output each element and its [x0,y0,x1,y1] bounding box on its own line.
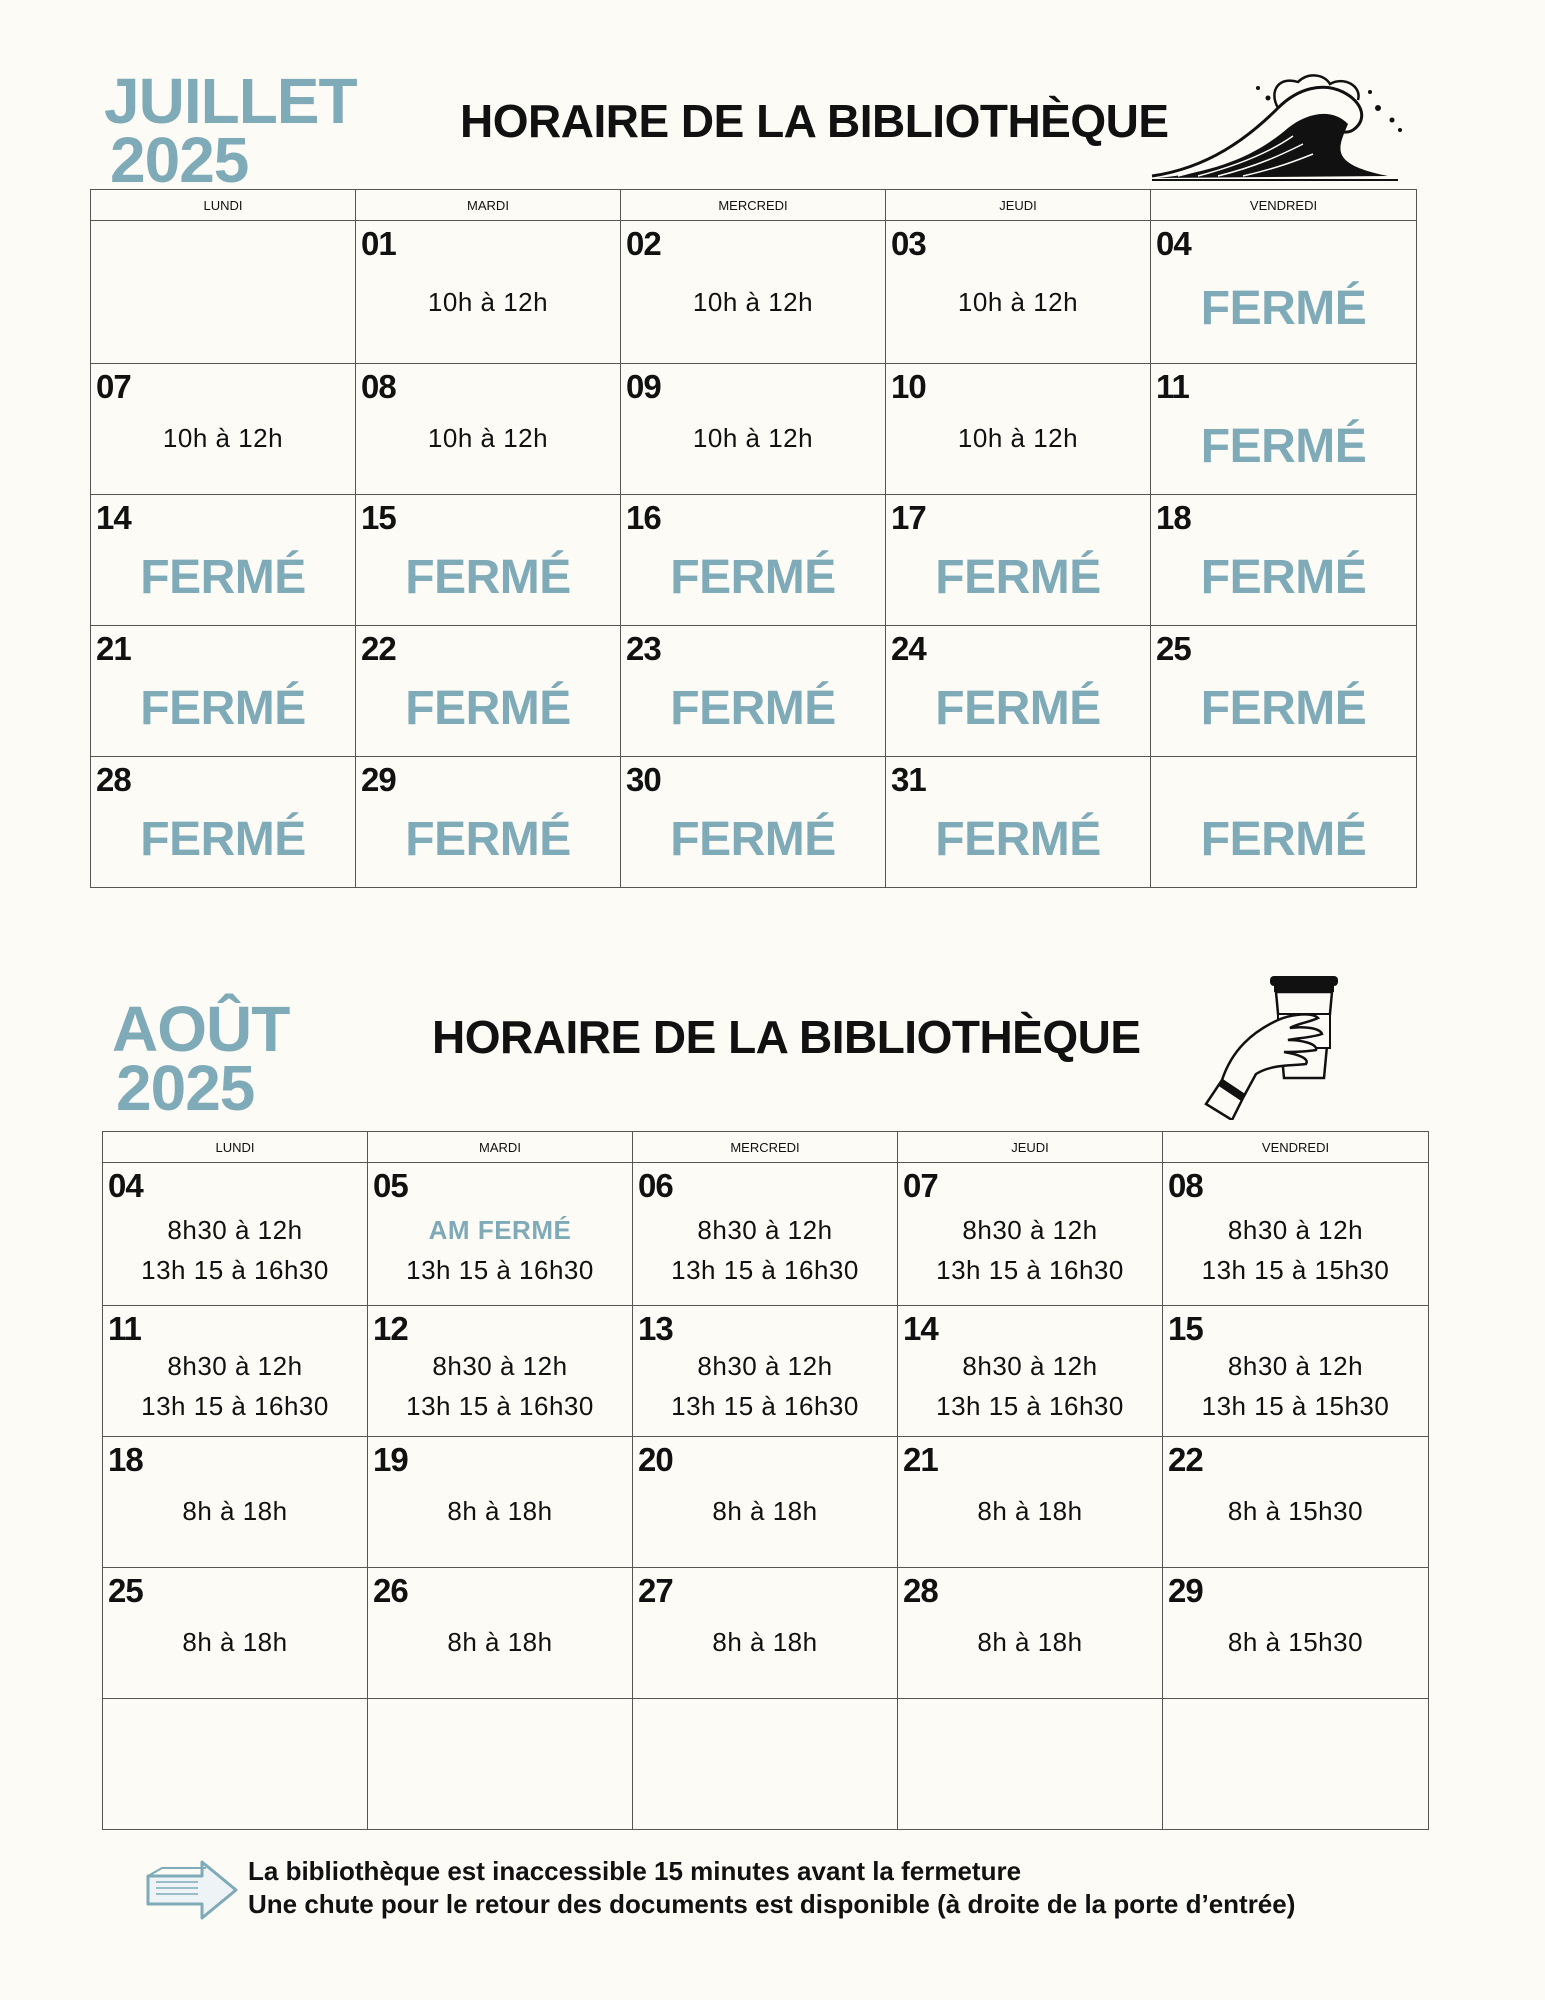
calendar-week-row [103,1437,1429,1568]
closed-label: FERMÉ [1200,682,1367,735]
day-number: 21 [903,1441,938,1478]
day-number: 04 [108,1167,143,1204]
closed-label: FERMÉ [405,813,571,866]
august-year: 2025 [116,1051,255,1124]
calendar-day-cell [898,1306,1163,1437]
day-number: 05 [373,1167,408,1204]
calendar-day-cell [1151,757,1417,888]
opening-hours: 13h 15 à 15h30 [1201,1255,1390,1285]
day-number: 25 [1156,630,1191,667]
calendar-day-cell [103,1568,368,1699]
july-calendar [90,189,1417,888]
arrow-icon [142,1858,242,1924]
calendar-day-cell [1163,1306,1429,1437]
calendar-day-cell [91,495,356,626]
opening-hours: 13h 15 à 15h30 [1201,1391,1390,1421]
calendar-week-row [91,364,1417,495]
closed-label: FERMÉ [405,551,571,604]
closed-label: FERMÉ [670,551,836,604]
opening-hours: 8h30 à 12h [697,1351,833,1381]
calendar-day-cell [1151,221,1417,364]
day-number: 08 [361,368,396,405]
day-number: 24 [891,630,926,667]
day-number: 11 [1156,368,1189,405]
calendar-day-cell [898,1699,1163,1830]
closed-label: FERMÉ [670,813,836,866]
calendar-day-cell [91,757,356,888]
calendar-week-row [91,495,1417,626]
calendar-day-cell [621,495,886,626]
wave-icon [1148,68,1418,188]
opening-hours: 8h à 18h [182,1627,288,1657]
calendar-day-cell [1163,1568,1429,1699]
closed-label: FERMÉ [140,813,306,866]
calendar-day-cell [356,221,621,364]
day-number: 01 [361,225,396,262]
calendar-day-cell [633,1437,898,1568]
day-number: 20 [638,1441,673,1478]
opening-hours: 8h30 à 12h [167,1215,303,1245]
august-month-name: AOÛT [112,993,290,1065]
closed-label: FERMÉ [1200,420,1367,473]
opening-hours: 13h 15 à 16h30 [141,1255,329,1285]
calendar-week-row [103,1699,1429,1830]
closed-label: FERMÉ [935,551,1101,604]
day-number: 28 [96,761,131,798]
day-number: 14 [96,499,131,536]
closed-label: FERMÉ [935,813,1101,866]
opening-hours: 8h30 à 12h [697,1215,833,1245]
calendar-day-cell [103,1699,368,1830]
weekday-header-cell: MERCREDI [621,190,886,221]
day-number: 09 [626,368,661,405]
day-number: 07 [96,368,131,405]
opening-hours: 8h à 15h30 [1227,1496,1364,1526]
calendar-day-cell [356,364,621,495]
day-number: 08 [1168,1167,1203,1204]
opening-hours: 8h à 18h [712,1627,818,1657]
august-calendar [102,1131,1429,1830]
calendar-day-cell [898,1163,1163,1306]
day-number: 26 [373,1572,408,1609]
day-number: 15 [361,499,396,536]
day-number: 30 [626,761,661,798]
calendar-day-cell [621,364,886,495]
calendar-day-cell [898,1437,1163,1568]
calendar-day-cell [91,364,356,495]
calendar-day-cell [1163,1437,1429,1568]
calendar-day-cell [886,364,1151,495]
july-heading: HORAIRE DE LA BIBLIOTHÈQUE [460,95,1169,147]
day-number: 16 [626,499,661,536]
calendar-week-row [103,1306,1429,1437]
opening-hours: 10h à 12h [957,287,1079,317]
opening-hours: 8h30 à 12h [962,1351,1098,1381]
calendar-day-cell [633,1163,898,1306]
day-number: 12 [373,1310,408,1347]
weekday-header-cell: VENDREDI [1163,1132,1429,1163]
august-weekday-header [103,1132,1429,1163]
weekday-header-cell: JEUDI [898,1132,1163,1163]
closed-label: FERMÉ [140,551,306,604]
opening-hours: 8h30 à 12h [1227,1215,1364,1245]
calendar-day-cell [886,221,1151,364]
day-number: 03 [891,225,926,262]
calendar-day-cell [356,495,621,626]
calendar-day-cell [1151,495,1417,626]
weekday-header-cell: MARDI [368,1132,633,1163]
calendar-day-cell [886,757,1151,888]
weekday-header-cell: LUNDI [103,1132,368,1163]
closed-label: FERMÉ [670,682,836,735]
day-number: 31 [891,761,926,798]
august-month-label [112,993,290,1124]
weekday-header-cell: MERCREDI [633,1132,898,1163]
opening-hours: 8h30 à 12h [962,1215,1098,1245]
calendar-day-cell [1151,626,1417,757]
calendar-day-cell [368,1163,633,1306]
calendar-week-row [91,626,1417,757]
day-number: 02 [626,225,661,262]
calendar-week-row [91,757,1417,888]
footnote-line-2: Une chute pour le retour des documents est disponible (à droite de la porte d’entrée) [248,1889,1296,1919]
calendar-day-cell [1163,1163,1429,1306]
opening-hours: 10h à 12h [692,423,814,453]
opening-hours: 10h à 12h [692,287,814,317]
day-number: 22 [1168,1441,1203,1478]
calendar-day-cell [103,1437,368,1568]
calendar-week-row [103,1568,1429,1699]
day-number: 18 [108,1441,143,1478]
am-closed-label: AM FERMÉ [428,1215,572,1245]
calendar-day-cell [356,757,621,888]
calendar-day-cell [368,1568,633,1699]
july-month-label [104,65,357,196]
opening-hours: 8h à 18h [182,1496,288,1526]
opening-hours: 8h à 18h [712,1496,818,1526]
calendar-day-cell [621,221,886,364]
day-number: 11 [108,1310,141,1347]
opening-hours: 13h 15 à 16h30 [936,1391,1124,1421]
closed-label: FERMÉ [405,682,571,735]
calendar-day-cell [91,626,356,757]
calendar-day-cell [633,1306,898,1437]
calendar-day-cell [886,495,1151,626]
closed-label: FERMÉ [1200,282,1367,335]
july-year: 2025 [110,123,249,196]
opening-hours: 8h à 18h [977,1496,1083,1526]
closed-label: FERMÉ [935,682,1101,735]
calendar-day-cell [91,221,356,364]
opening-hours: 8h à 18h [447,1627,553,1657]
calendar-day-cell [103,1163,368,1306]
opening-hours: 10h à 12h [957,423,1079,453]
calendar-day-cell [1151,364,1417,495]
calendar-day-cell [633,1568,898,1699]
calendar-day-cell [898,1568,1163,1699]
calendar-day-cell [368,1306,633,1437]
calendar-day-cell [103,1306,368,1437]
opening-hours: 10h à 12h [427,423,549,453]
footnote [248,1855,1295,1921]
weekday-header-cell: MARDI [356,190,621,221]
calendar-week-row [103,1163,1429,1306]
calendar-day-cell [368,1699,633,1830]
day-number: 29 [1168,1572,1203,1609]
day-number: 13 [638,1310,673,1347]
day-number: 19 [373,1441,408,1478]
opening-hours: 8h30 à 12h [1227,1351,1364,1381]
closed-label: FERMÉ [1200,551,1367,604]
day-number: 14 [903,1310,938,1347]
opening-hours: 8h à 15h30 [1227,1627,1364,1657]
day-number: 25 [108,1572,143,1609]
opening-hours: 8h30 à 12h [167,1351,303,1381]
august-heading: HORAIRE DE LA BIBLIOTHÈQUE [432,1011,1141,1063]
day-number: 28 [903,1572,938,1609]
day-number: 15 [1168,1310,1203,1347]
calendar-week-row [91,221,1417,364]
calendar-day-cell [621,626,886,757]
day-number: 17 [891,499,926,536]
opening-hours: 13h 15 à 16h30 [936,1255,1124,1285]
footnote-line-1: La bibliothèque est inaccessible 15 minutes avant la fermeture [248,1856,1022,1886]
opening-hours: 13h 15 à 16h30 [406,1255,594,1285]
opening-hours: 8h30 à 12h [432,1351,568,1381]
day-number: 22 [361,630,396,667]
opening-hours: 13h 15 à 16h30 [141,1391,329,1421]
opening-hours: 10h à 12h [162,423,284,453]
calendar-day-cell [356,626,621,757]
day-number: 10 [891,368,926,405]
weekday-header-cell: JEUDI [886,190,1151,221]
opening-hours: 10h à 12h [427,287,549,317]
opening-hours: 13h 15 à 16h30 [671,1391,859,1421]
opening-hours: 13h 15 à 16h30 [406,1391,594,1421]
day-number: 18 [1156,499,1191,536]
opening-hours: 8h à 18h [447,1496,553,1526]
july-month-name: JUILLET [104,65,357,137]
opening-hours: 8h à 18h [977,1627,1083,1657]
day-number: 29 [361,761,396,798]
opening-hours: 13h 15 à 16h30 [671,1255,859,1285]
calendar-day-cell [1163,1699,1429,1830]
closed-label: FERMÉ [140,682,306,735]
day-number: 04 [1156,225,1191,262]
day-number: 07 [903,1167,938,1204]
calendar-day-cell [621,757,886,888]
calendar-day-cell [368,1437,633,1568]
closed-label: FERMÉ [1200,813,1367,866]
day-number: 06 [638,1167,673,1204]
coffee-cup-icon [1192,970,1352,1120]
july-weekday-header [91,190,1417,221]
day-number: 21 [96,630,131,667]
weekday-header-cell: LUNDI [91,190,356,221]
day-number: 23 [626,630,661,667]
calendar-day-cell [886,626,1151,757]
calendar-day-cell [633,1699,898,1830]
weekday-header-cell: VENDREDI [1151,190,1417,221]
day-number: 27 [638,1572,673,1609]
